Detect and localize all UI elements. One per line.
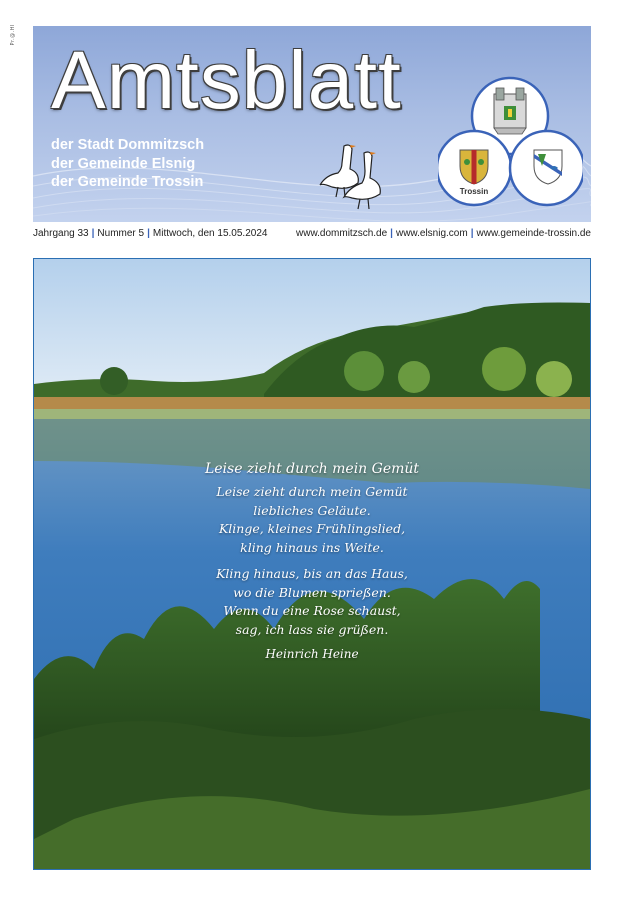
poem-author: Heinrich Heine (265, 647, 359, 661)
poem-line: liebliches Geläute. (253, 502, 371, 518)
separator: | (390, 228, 393, 239)
link-dommitzsch[interactable]: www.dommitzsch.de (296, 228, 388, 239)
crest-label-trossin: Trossin (459, 187, 489, 196)
subtitle-block (51, 136, 204, 192)
link-elsnig[interactable]: www.elsnig.com (395, 228, 468, 239)
website-links (296, 228, 591, 239)
separator: | (147, 228, 150, 239)
page-title: Amtsblatt (51, 35, 402, 126)
poem-line: kling hinaus ins Weite. (240, 539, 384, 555)
subtitle-line: der Stadt Dommitzsch (51, 137, 205, 153)
poem-line: Kling hinaus, bis an das Haus, (216, 566, 408, 581)
poem-stanza (34, 565, 590, 639)
cover-photo (33, 258, 591, 870)
poem-stanza (34, 483, 590, 557)
poem-title: Leise zieht durch mein Gemüt (204, 461, 420, 477)
separator: | (91, 228, 95, 239)
poem-line: sag, ich lass sie grüßen. (235, 621, 389, 637)
issue-date: Mittwoch, den 15.05.2024 (152, 228, 268, 239)
subtitle-line: der Gemeinde Trossin (51, 174, 204, 190)
issue-number: Nummer 5 (97, 228, 145, 239)
issue-meta (33, 228, 267, 239)
elsnig-crest-icon (460, 150, 488, 184)
trossin-crest-icon (534, 150, 562, 184)
masthead (33, 26, 591, 222)
poem-line: Wenn du eine Rose schaust, (223, 603, 401, 618)
subtitle-line: der Gemeinde Elsnig (51, 155, 196, 172)
poem-line: wo die Blumen sprießen. (233, 584, 391, 600)
separator: | (470, 228, 474, 239)
poem-line: Klinge, kleines Frühlingslied, (218, 521, 406, 536)
dommitzsch-crest-icon (494, 88, 526, 134)
geese-illustration (316, 141, 396, 211)
print-code: Pr.@.HI (10, 24, 16, 46)
poem-line: Leise zieht durch mein Gemüt (216, 484, 408, 499)
municipal-crests (438, 76, 583, 208)
issue-info-bar (33, 226, 591, 242)
link-trossin[interactable]: www.gemeinde-trossin.de (476, 228, 591, 239)
poem-overlay (34, 461, 590, 661)
issue-volume: Jahrgang 33 (33, 228, 89, 239)
